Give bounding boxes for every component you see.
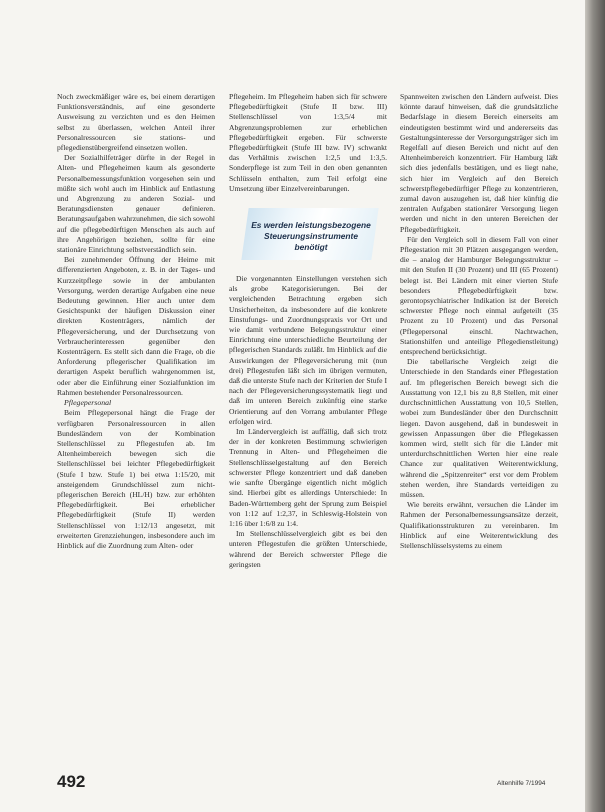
paragraph: Beim Pflegepersonal hängt die Frage der verfügbaren Personalressourcen in allen Bundesländern von der Kombination Stellenschlüssel zu Pflegestufen ab. Im Altenheimbereich bewegen sich die Stellenschlüssel bei leichter Pflegebedürftigkeit (Stufe I bzw. Stufe 1) bei etwa 1:15/20, mit ansteigendem Grundschlüssel zum nicht-pflegerischen Bereich (HL/H) bzw. zur erhöhten Pflegebedürftigkeit. Bei erheblicher Pflegebedürftigkeit (Stufe II) werden Stellenschlüssel von 1:12/13 angesetzt, mit erweiterten Grenzziehungen, insbesondere auch im Hinblick auf die Zuordnung zum Alten- oder (57, 408, 215, 550)
paragraph: Bei zunehmender Öffnung der Heime mit differenzierten Angeboten, z. B. in der Tages- und Kurzzeitpflege sowie in der ambulanten Versorgung, werden derartige Aufgaben eine neue Bedeutung gewinnen. Hier auch unter dem Gesichtspunkt der häufigen Diskussion einer direkten Kostenträgers, nämlich der Pflegeversicherung, und der Durchsetzung von Verbraucherinteressen gegenüber den Kostenträgern. Es stellt sich dann die Frage, ob die Anforderung pflegerischer Qualifikation im derartigen Aspekt beruflich wahrgenommen ist, oder aber die Einführung einer Sozialfunktion im Rahmen bestehender Personalressourcen. (57, 255, 215, 397)
paragraph: Im Stellenschlüsselvergleich gibt es bei den unteren Pflegestufen die größten Unterschiede, während der Bereich schwerster Pflege die geringsten (229, 529, 387, 569)
text-column-1 (57, 92, 215, 551)
paragraph: Pflegeheim. Im Pflegeheim haben sich für schwere Pflegebedürftigkeit (Stufe II bzw. III) Stellenschlüssel von 1:3,5/4 mit Abgrenzungsproblemen zur erheblichen Pflegebedürftigkeit ergeben. Für schwerste Pflegebedürftigkeit (Stufe III bzw. IV) schwankt das Verhältnis zwischen 1:2,5 und 1:3,5. Sonderpflege ist zum Teil in den oben genannten Schlüsseln enthalten, zum Teil erfolgt eine Umsetzung über Einzelvereinbarungen. (229, 92, 387, 193)
paragraph: Die vorgenannten Einstellungen verstehen sich als grobe Kategorisierungen. Bei der vergleichenden Betrachtung ergeben sich Unsicherheiten, da insbesondere auf die konkrete Einstufungs- und Zuordnungspraxis vor Ort und wie damit verbundene Belegungsstruktur einer Einrichtung eine unterschiedliche Beurteilung der pflegerischen Standards zuläßt. Im Hinblick auf die Auswirkungen der Pflegeversicherung mit (nun drei) Pflegestufen läßt sich im übrigen vermuten, daß die unterste Stufe nach der Kriterien der Stufe I nach der Pflegeversicherungssystematik liegt und daß im unteren Bereich zukünftig eine starke Orientierung auf den Vorrang ambulanter Pflege erfolgen wird. (229, 274, 387, 426)
text-column-3 (400, 92, 558, 551)
paragraph: Für den Vergleich soll in diesem Fall von einer Pflegestation mit 30 Plätzen ausgegangen werden, die – analog der Hamburger Belegungsstruktur – mit den Stufen II (30 Prozent) und III (65 Prozent) belegt ist. Bei Ländern mit einer vierten Stufe besonders Pflegebedürftigkeit bzw. gerontopsychiatrischer Indikation ist der Bereich schwerster Pflege noch einmal aufgeteilt (35 Prozent zu 10 Prozent) und das Personal (Pflegepersonal einschl. Nachtwachen, Stationshilfen und anteilige Pflegedienstleitung) entsprechend berücksichtigt. (400, 234, 558, 357)
pull-quote (245, 208, 375, 260)
paragraph: Noch zweckmäßiger wäre es, bei einem derartigen Funktionsverständnis, auf eine gesonderte Ausweisung zu verzichten und es den Heimen selbst zu überlassen, welchen Anteil ihrer Personalressourcen sie stations- und pflegedienstübergreifend einsetzen wollen. (57, 92, 215, 153)
pull-quote-text: Es werden leistungsbezogene Steuerungsinstrumente benötigt (251, 220, 371, 253)
page-binding-edge (585, 0, 605, 812)
subheading: Pflegepersonal (64, 398, 112, 408)
page-number: 492 (57, 772, 86, 791)
footer-journal: Altenhilfe 7/1994 (497, 780, 546, 787)
paragraph: Im Ländervergleich ist auffällig, daß sich trotz der in der konkreten Bestimmung schwierigen Trennung in Alten- und Pflegeheimen die Stellenschlüsselgestaltung auf den Bereich schwerster Pflege konzentriert und daß daneben wie sanfte Übergänge eigentlich nicht möglich sind. Hierbei gibt es allerdings Unterschiede: In Baden-Württemberg geht der Sprung zum Beispiel von 1:12 auf 1:2,37, in Schleswig-Holstein von 1:16 über 1:6/8 zu 1:4. (229, 427, 387, 528)
paragraph: Spannweiten zwischen den Ländern aufweist. Dies könnte darauf hinweisen, daß die grundsätzliche Bedarfslage in diesem Bereich einerseits am eindeutigsten bestimmt wird und andererseits das Gestaltungsinteresse der Versorgungsträger sich im Regelfall auf diesen Bereich und nicht auf den Altenheimbereich konzentriert. Für Hamburg läßt sich dies jedenfalls bestätigen, und es liegt nahe, sich hier im Vergleich auf den Bereich schwerstpflegebedürftiger Pflege zu konzentrieren, zumal davon auszugehen ist, daß hier künftig die zentralen Aufgaben stationärer Versorgung liegen werden und nicht in den unteren Bereichen der Pflegebedürftigkeit. (400, 92, 558, 234)
paragraph: Der Sozialhilfeträger dürfte in der Regel in Alten- und Pflegeheimen kaum als gesonderte Personalbemessungsfunktion vorgesehen sein und müßte sich wohl auch im Hinblick auf Entlastung und Abgrenzung zu anderen Sozial- und Beratungsdiensten genauer definieren. Beratungsaufgaben wahrzunehmen, die sich sowohl auf die pflegebedürftigen Menschen als auch auf ihre Angehörigen beziehen, sollte für eine stationäre Einrichtung selbstverständlich sein. (57, 153, 215, 255)
paragraph: Die tabellarische Vergleich zeigt die Unterschiede in den Standards einer Pflegestation auf. Im pflegerischen Bereich bewegt sich die Ausstattung von 12,1 bis zu 8,8 Stellen, mit einer durchschnittlichen Ausstattung von 10,5 Stellen, wobei zum Bundesländer über den Durchschnitt liegen. Davon ausgehend, daß in bundesweit in gewissen Anpassungen über die Pflegekassen kommen wird, stellt sich für die Länder mit unterdurchschnittlichen Werten hier eine reale Chance zur qualitativen Weiterentwicklung, während die „Spitzenreiter“ erst vor dem Problem stehen werden, ihre Standards verteidigen zu müssen. (400, 357, 558, 499)
text-column-2 (229, 92, 387, 570)
paragraph: Wie bereits erwähnt, versuchen die Länder im Rahmen der Personalbemessungsansätze derzeit, Qualifikationsstrukturen zu vereinbaren. Im Hinblick auf eine Weiterentwicklung des Stellenschlüsselsystems zu einem (400, 500, 558, 550)
